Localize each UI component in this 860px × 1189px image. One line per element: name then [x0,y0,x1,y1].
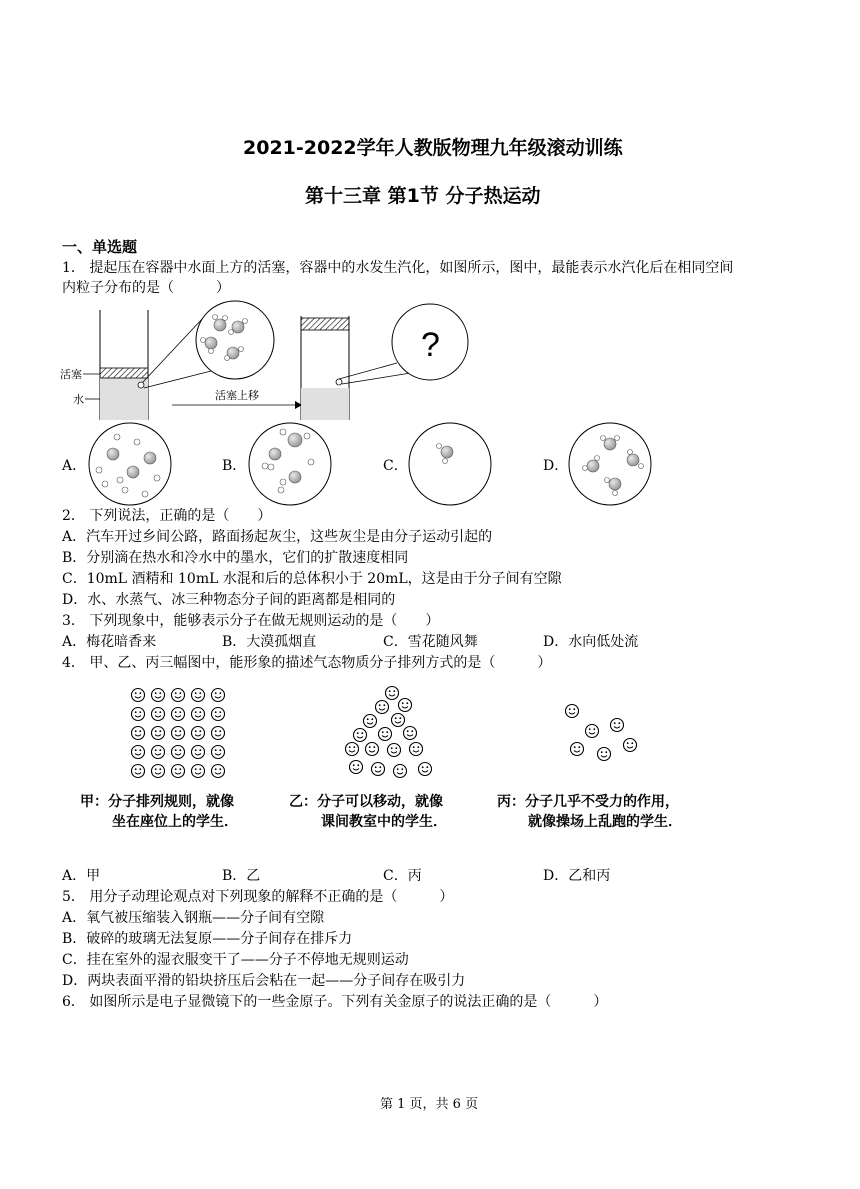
q4-option-d[interactable]: D．乙和丙 [543,868,611,884]
q2-option-b[interactable]: B．分别滴在热水和冷水中的墨水，它们的扩散速度相同 [62,550,409,566]
page-title: 2021-2022学年人教版物理九年级滚动训练 [243,137,623,159]
q4-stem: 4． 甲、乙、丙三幅图中，能形象的描述气态物质分子排列方式的是（ ） [62,655,552,671]
label-water: 水 [73,394,84,406]
grid-bing [566,705,637,761]
q5-stem: 5． 用分子动理论观点对下列现象的解释不正确的是（ ） [62,889,454,905]
q3-option-a[interactable]: A．梅花暗香来 [62,634,157,650]
option-d-circle [569,423,651,505]
container-after [301,316,349,420]
q6-stem: 6． 如图所示是电子显微镜下的一些金原子。下列有关金原子的说法正确的是（ ） [62,994,608,1010]
q1-stem-line2: 内粒子分布的是（ ） [62,280,230,296]
label-arrow: 活塞上移 [215,390,259,402]
question-mark: ? [421,326,440,364]
q2-option-d[interactable]: D．水、水蒸气、冰三种物态分子间的距离都是相同的 [62,592,396,608]
option-a-circle [89,423,171,505]
q3-option-c[interactable]: C．雪花随风舞 [383,634,478,650]
q4-option-b[interactable]: B．乙 [222,868,261,884]
q1-option-figures [85,422,685,512]
q5-option-a[interactable]: A．氧气被压缩装入钢瓶——分子间有空隙 [62,910,325,926]
container-before [100,310,148,420]
q4-figure [120,683,680,783]
q4-option-c[interactable]: C．丙 [383,868,422,884]
q1-stem-line1: 1． 提起压在容器中水面上方的活塞，容器中的水发生汽化，如图所示，图中，最能表示水汽化后在相同空间 [62,260,734,276]
q1-option-c[interactable]: C． [383,458,408,474]
q3-option-d[interactable]: D．水向低处流 [543,634,639,650]
q4-option-a[interactable]: A．甲 [62,868,101,884]
q1-option-b[interactable]: B． [222,458,247,474]
caption-yi-line1: 乙：分子可以移动，就像 [289,794,443,810]
label-piston: 活塞 [60,369,82,381]
q2-option-a[interactable]: A．汽车开过乡间公路，路面扬起灰尘，这些灰尘是由分子运动引起的 [62,529,493,545]
page-footer: 第 1 页，共 6 页 [380,1097,479,1112]
q2-stem: 2． 下列说法，正确的是（ ） [62,508,272,524]
q2-option-c[interactable]: C．10mL 酒精和 10mL 水混和后的总体积小于 20mL，这是由于分子间有空隙 [62,571,562,587]
option-c-circle [409,423,491,505]
q3-option-b[interactable]: B．大漠孤烟直 [222,634,317,650]
q1-option-d[interactable]: D． [543,458,569,474]
q1-option-a[interactable]: A． [62,458,87,474]
option-b-circle [249,423,331,505]
caption-bing-line2: 就像操场上乱跑的学生． [528,814,682,830]
q5-option-c[interactable]: C．挂在室外的湿衣服变干了——分子不停地无规则运动 [62,952,409,968]
caption-jia-line2: 坐在座位上的学生． [112,814,238,830]
q5-option-b[interactable]: B．破碎的玻璃无法复原——分子间存在排斥力 [62,931,353,947]
q3-stem: 3． 下列现象中，能够表示分子在做无规则运动的是（ ） [62,613,440,629]
caption-bing-line1: 丙：分子几乎不受力的作用， [497,794,679,810]
caption-jia-line1: 甲：分子排列规则，就像 [80,794,234,810]
section-heading: 一、单选题 [62,238,138,256]
grid-jia [132,689,225,778]
q1-figure [55,300,555,420]
grid-yi [346,687,432,778]
page-subtitle: 第十三章 第1节 分子热运动 [305,185,541,207]
caption-yi-line2: 课间教室中的学生． [321,814,447,830]
q5-option-d[interactable]: D．两块表面平滑的铅块挤压后会粘在一起——分子间存在吸引力 [62,973,466,989]
